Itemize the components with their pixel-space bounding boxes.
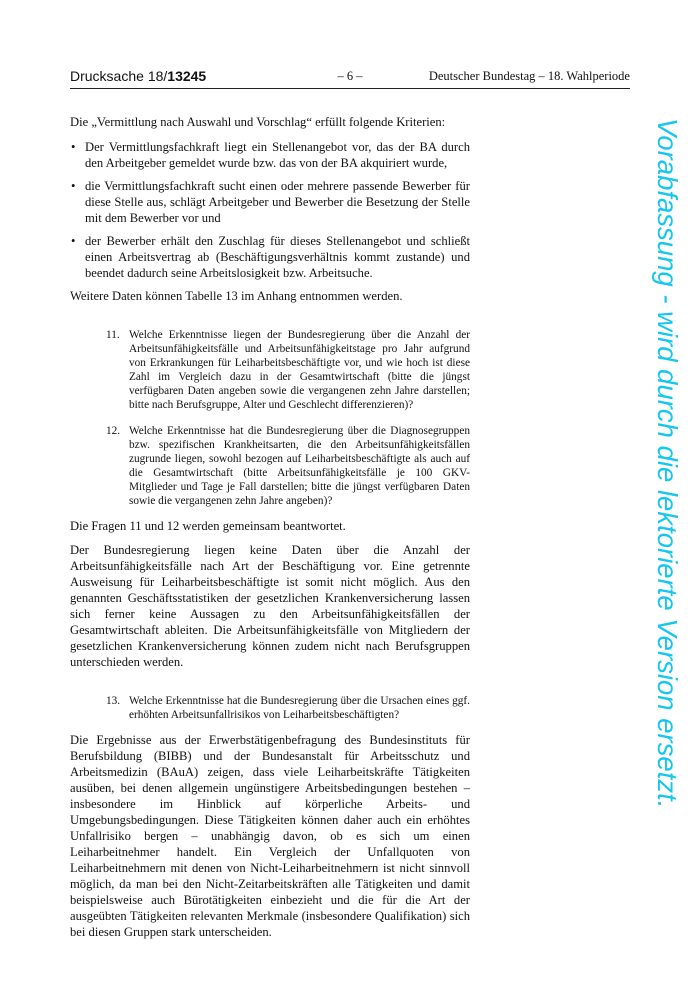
list-item-text: die Vermittlungsfachkraft sucht einen oder mehrere passende Bewerber für diese Stelle aus, schlägt Arbeitgeber und Bewerber die Besetzung der Stelle mit dem Bewerber vor und: [85, 179, 470, 225]
answer-intro: Die Fragen 11 und 12 werden gemeinsam beantwortet.: [70, 519, 346, 533]
intro-paragraph: Die „Vermittlung nach Auswahl und Vorschlag“ erfüllt folgende Kriterien:: [70, 115, 446, 129]
list-item: [70, 139, 470, 171]
bullet-icon: •: [71, 140, 76, 154]
bullet-icon: •: [71, 179, 76, 193]
question-12: [70, 424, 470, 508]
parliament-period: Deutscher Bundestag – 18. Wahlperiode: [428, 69, 630, 83]
question-11: [70, 328, 470, 412]
document-prefix: Drucksache: [70, 68, 148, 84]
further-data-note: Weitere Daten können Tabelle 13 im Anhang entnommen werden.: [70, 289, 403, 303]
list-item-text: der Bewerber erhält den Zuschlag für dieses Stellenangebot und schließt einen Arbeitsvertrag ab (Beschäftigungsverhältnis kommt zustande) und beendet dadurch seine Arbeitslosigkeit bzw. Arbeitsuche.: [85, 234, 470, 280]
question-number: 11.: [106, 329, 120, 341]
question-number: 12.: [106, 425, 121, 437]
question-text: Welche Erkenntnisse hat die Bundesregierung über die Ursachen eines ggf. erhöhten Arbeitsunfallrisikos von Leiharbeitsbeschäftigten?: [129, 695, 470, 721]
list-item: [70, 178, 470, 226]
question-text: Welche Erkenntnisse hat die Bundesregierung über die Diagnosegruppen bzw. spezifischen Krankheitsarten, die den Arbeitsunfähigkeitsfällen zugrunde liegen, sowohl bezogen auf Leiharbeitsbeschäftigte als auch auf die Gesamtwirtschaft (bitte Arbeitsunfähigkeitsfälle je 100 GKV-Mitglieder und Tage je Fall darstellen; bitte die jüngst verfügbaren Daten sowie die vergangenen zehn Jahre angeben)?: [129, 425, 470, 507]
criteria-list: [70, 139, 470, 281]
page-number: – 6 –: [337, 69, 363, 83]
question-text: Welche Erkenntnisse liegen der Bundesregierung über die Anzahl der Arbeitsunfähigkeitsfälle und Arbeitsunfähigkeitstage pro Jahr aufgrund von Erkrankungen für Leiharbeitsbeschäftigte vor, und wie hoch ist diese Zahl im Vergleich dazu in der Gesamtwirtschaft (bitte die jüngst verfügbaren Daten angeben sowie die vergangenen zehn Jahre darstellen; bitte nach Berufsgruppe, Alter und Geschlecht differenzieren)?: [129, 329, 470, 411]
question-number: 13.: [106, 695, 121, 707]
document-body: [70, 114, 470, 940]
answer-11-12: Der Bundesregierung liegen keine Daten über die Anzahl der Arbeitsunfähigkeitsfälle nach Art der Beschäftigung vor. Eine getrennte Ausweisung für Leiharbeitsbeschäftigte ist somit nicht möglich. Aus den genannten Geschäftsstatistiken der gesetzlichen Krankenversicherung lassen sich ferner keine Aussagen zu den Arbeitsunfähigkeitsfällen der Gesamtwirtschaft ableiten. Die Arbeitsunfähigkeitsfälle von Mitgliedern der gesetzlichen Krankenversicherung können zudem nicht nach Berufsgruppen unterschieden werden.: [70, 543, 470, 669]
draft-watermark: [652, 118, 682, 903]
question-13: [70, 694, 470, 722]
watermark-text: Vorabfassung - wird durch die lektorierte Version ersetzt.: [652, 118, 683, 809]
document-number-part-b: 13245: [167, 68, 207, 84]
document-number-part-a: 18/: [147, 68, 168, 84]
page-header: [70, 66, 630, 89]
list-item: [70, 233, 470, 281]
bullet-icon: •: [71, 234, 76, 248]
list-item-text: Der Vermittlungsfachkraft liegt ein Stellenangebot vor, das der BA durch den Arbeitgeber gemeldet wurde bzw. das von der BA akquiriert wurde,: [85, 140, 470, 170]
answer-13: Die Ergebnisse aus der Erwerbstätigenbefragung des Bundesinstituts für Berufsbildung (BIBB) und der Bundesanstalt für Arbeitsschutz und Arbeitsmedizin (BAuA) zeigen, dass viele Leiharbeitskräfte Tätigkeiten ausüben, bei denen allgemein ungünstigere Arbeitsbedingungen bestehen – insbesondere im Hinblick auf körperliche Arbeits- und Umgebungsbedingungen. Diese Tätigkeiten können daher auch ein erhöhtes Unfallrisiko bergen – unabhängig davon, ob es sich um einen Leiharbeitnehmer handelt. Ein Vergleich der Unfallquoten von Leiharbeitnehmern mit denen von Nicht-Leiharbeitnehmern ist nicht sinnvoll möglich, da man bei den Nicht-Zeitarbeitskräften alle Tätigkeiten und damit beispielsweise auch Bürotätigkeiten einbezieht und die für die Art der ausgeübten Tätigkeiten relevanten Merkmale (insbesondere Qualifikation) sich bei diesen Gruppen stark unterscheiden.: [70, 733, 470, 939]
